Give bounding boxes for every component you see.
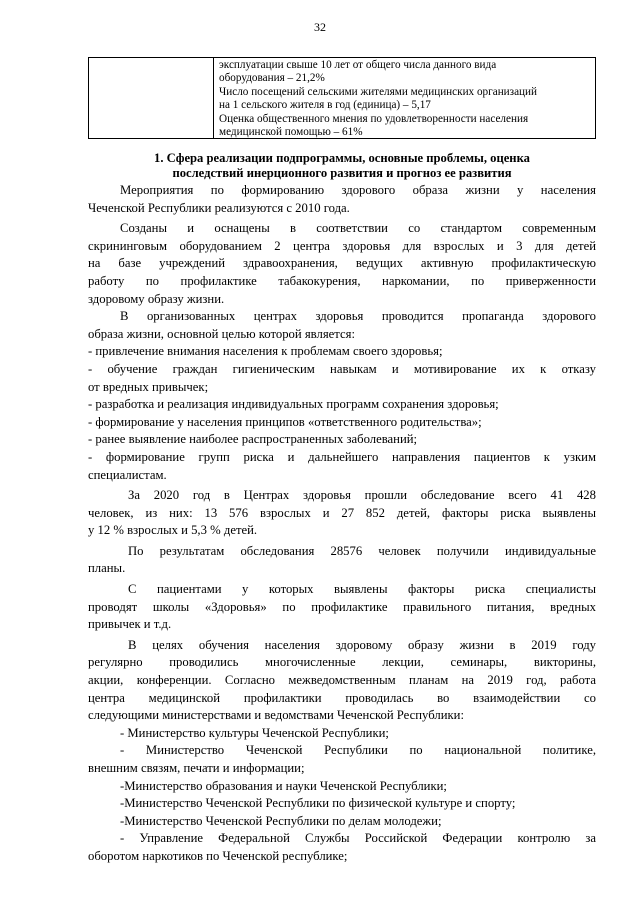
table-line: на 1 сельского жителя в год (единица) – 5,17 (219, 99, 431, 112)
goal-item: - разработка и реализация индивидуальных программ сохранения здоровья; (88, 397, 499, 412)
ministry-item-continued: оборотом наркотиков по Чеченской республике; (88, 848, 348, 863)
paragraph-line: человек, из них: 13 576 взрослых и 27 852 детей, факторы риска выявлены (88, 505, 596, 520)
heading-line: последствий инерционного развития и прогноз ее развития (172, 165, 512, 180)
paragraph-line: проводят школы «Здоровья» по профилактике правильного питания, вредных (88, 599, 596, 614)
ministry-item: -Министерство образования и науки Чеченской Республики; (120, 778, 447, 793)
goal-item-continued: от вредных привычек; (88, 379, 209, 394)
paragraph-line: В организованных центрах здоровья проводится пропаганда здорового (120, 309, 596, 324)
paragraph-line: следующими министерствами и ведомствами Чеченской Республики: (88, 708, 464, 723)
paragraph-line: работу по профилактике табакокурения, наркомании, по приверженности (88, 273, 596, 288)
paragraph-line: у 12 % взрослых и 5,3 % детей. (88, 523, 258, 538)
ministry-item: -Министерство Чеченской Республики по делам молодежи; (120, 813, 442, 828)
paragraph-line: привычек и т.д. (88, 617, 172, 632)
paragraph-line: регулярно проводились многочисленные лекции, семинары, викторины, (88, 655, 596, 670)
table-empty-cell (89, 58, 214, 138)
ministry-item: - Управление Федеральной Службы Российской Федерации контролю за (120, 831, 596, 846)
ministry-item: - Министерство культуры Чеченской Республики; (120, 725, 389, 740)
indicators-table (88, 57, 596, 139)
paragraph-line: В целях обучения населения здоровому образу жизни в 2019 году (128, 637, 596, 652)
goal-item: - обучение граждан гигиеническим навыкам и мотивирование их к отказу (88, 361, 596, 376)
table-line: эксплуатации свыше 10 лет от общего числа данного вида (219, 59, 497, 71)
goal-item: - формирование групп риска и дальнейшего направления пациентов к узким (88, 449, 596, 464)
section-heading (88, 151, 596, 180)
heading-line: 1. Сфера реализации подпрограммы, основные проблемы, оценка (154, 151, 530, 165)
paragraph-line: Созданы и оснащены в соответствии со стандартом современным (120, 221, 596, 236)
table-line: Оценка общественного мнения по удовлетворенности населения (219, 112, 529, 125)
paragraph-line: скрининговым оборудованием 2 центра здоровья для взрослых и 3 для детей (88, 238, 596, 253)
goal-item: - ранее выявление наиболее распространенных заболеваний; (88, 432, 418, 447)
paragraph-line: образа жизни, основной целью которой является: (88, 326, 355, 341)
paragraph-line: здоровому образу жизни. (88, 291, 225, 306)
paragraph-line: планы. (88, 561, 126, 576)
table-text-cell (214, 58, 595, 138)
ministry-item: -Министерство Чеченской Республики по физической культуре и спорту; (120, 796, 516, 811)
paragraph-line: Чеченской Республики реализуются с 2010 года. (88, 200, 350, 215)
body-text (88, 182, 596, 866)
goal-item: - формирование у населения принципов «ответственного родительства»; (88, 414, 482, 429)
table-line: Число посещений сельскими жителями медицинских организаций (219, 85, 538, 98)
ministry-item: - Министерство Чеченской Республики по национальной политике, (120, 743, 596, 758)
paragraph-line: За 2020 год в Центрах здоровья прошли обследование всего 41 428 (128, 488, 596, 503)
paragraph-line: По результатам обследования 28576 человек получили индивидуальные (128, 543, 596, 558)
page-number: 32 (314, 20, 326, 34)
ministry-item-continued: внешним связям, печати и информации; (88, 761, 305, 775)
table-line: медицинской помощью – 61% (219, 126, 363, 139)
goal-item-continued: специалистам. (88, 467, 167, 482)
table-line: оборудования – 21,2% (219, 72, 325, 85)
paragraph-line: на базе учреждений здравоохранения, ведущих активную профилактическую (88, 256, 596, 271)
paragraph-line: центра медицинской профилактики проводилась во взаимодействии со (88, 690, 596, 705)
paragraph-line: С пациентами у которых выявлены факторы риска специалисты (128, 582, 596, 597)
goal-item: - привлечение внимания населения к проблемам своего здоровья; (88, 344, 443, 359)
paragraph-line: Мероприятия по формированию здорового образа жизни у населения (120, 183, 596, 197)
paragraph-line: акции, конференции. Согласно межведомственным планам на 2019 год, работа (88, 673, 596, 688)
